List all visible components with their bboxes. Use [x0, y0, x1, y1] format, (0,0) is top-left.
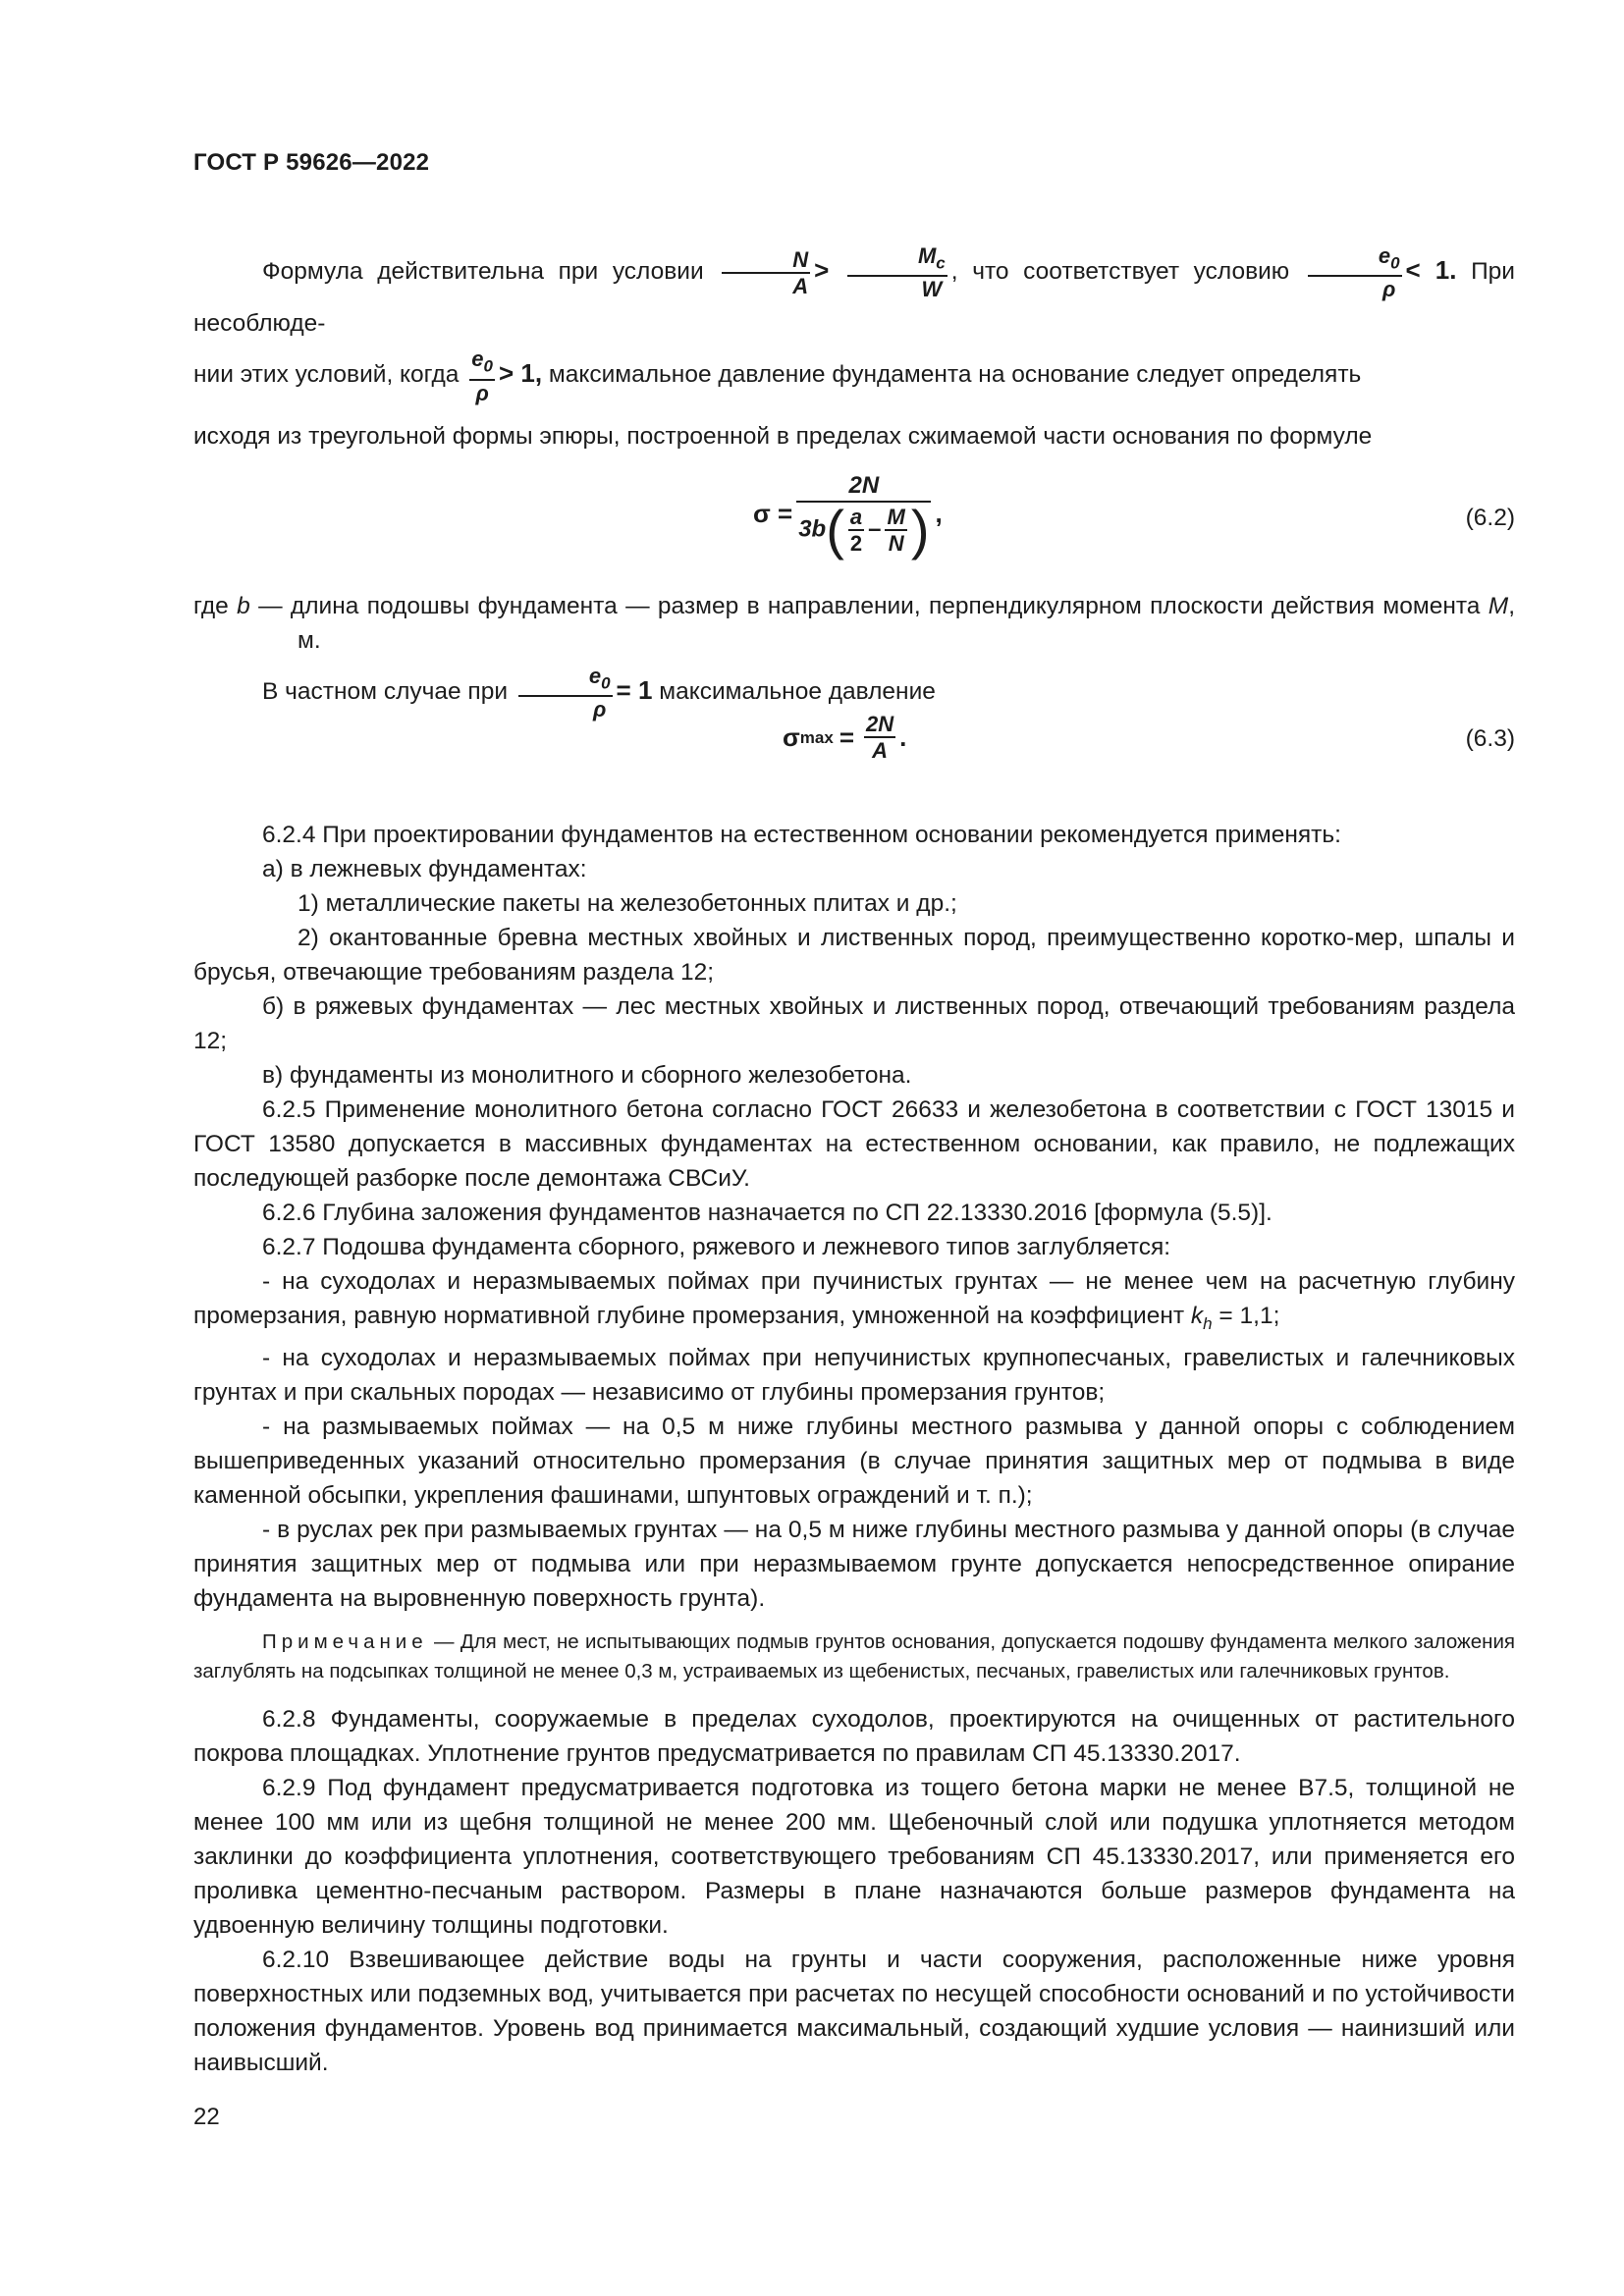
intro-line-1: Формула действительна при условии $\frac{N}{A}$ > $\frac{M_c}{W}$ , что соответствует условию $\frac{e_0}{\rho}$ < 1. При несоблюде- — [193, 243, 1515, 338]
page-content — [193, 243, 1515, 2080]
note-label: Примечание — [262, 1630, 428, 1654]
intro-line-3: исходя из треугольной формы эпюры, построенной в пределах сжимаемой части основания по формуле — [193, 422, 1373, 450]
page-number: 22 — [193, 2104, 220, 2130]
list-item-a1: 1) металлические пакеты на железобетонных плитах и др.; — [298, 890, 957, 918]
dash-item-2: - на суходолах и неразмываемых поймах при непучинистых крупнопесчаных, гравелистых и галечниковых грунтах и при скальных породах — независимо от глубины промерзания грунтов; — [193, 1345, 1515, 1407]
fraction-mc-over-w: $\frac{M_c}{W}$ — [847, 243, 947, 301]
para-6-2-7: 6.2.7 Подошва фундамента сборного, ряжевого и лежневого типов заглубляется: — [262, 1234, 1171, 1261]
fraction-e0-over-rho: $\frac{e_0}{\rho}$ — [1308, 243, 1402, 301]
fraction-n-over-a: $\frac{N}{A}$ — [722, 247, 810, 298]
formula-6-3: σ max = $\frac{2N}{A}$ . (6.3) — [783, 712, 1515, 764]
document-header: ГОСТ Р 59626—2022 — [193, 149, 430, 176]
special-case-line: В частном случае при $\frac{e_0}{\rho}$ = 1 максимальное давление — [262, 663, 936, 722]
list-item-a: а) в лежневых фундаментах: — [262, 856, 587, 883]
para-6-2-6: 6.2.6 Глубина заложения фундаментов назначается по СП 22.13330.2016 [формула (5.5)]. — [262, 1200, 1272, 1227]
formula-6-2: σ = 2N 3b( $\frac{a}{2}$ – $\frac{M}{N}$ ) , (6.2) — [753, 471, 1515, 561]
para-6-2-10: 6.2.10 Взвешивающее действие воды на грунты и части сооружения, расположенные ниже уровня поверхностных или подземных вод, учитывается при расчетах по несущей способности оснований и по устойчивости положения фундаментов. Уровень вод принимается максимальный, создающий худшие условия — наинизший или наивысший. — [193, 1947, 1515, 2077]
equation-number-6-2: (6.2) — [1465, 504, 1515, 531]
fraction-e0-over-rho-3: $\frac{e_0}{\rho}$ — [518, 664, 613, 721]
fraction-formula-6-2: 2N 3b( $\frac{a}{2}$ – $\frac{M}{N}$ ) — [798, 471, 930, 561]
para-6-2-5: 6.2.5 Применение монолитного бетона согласно ГОСТ 26633 и железобетона в соответствии с ГОСТ 13015 и ГОСТ 13580 допускается в массивных фундаментах на естественном основании, как правило, не подлежащих последующей разборке после демонтажа СВСиУ. — [193, 1096, 1515, 1193]
list-item-b: б) в ряжевых фундаментах — лес местных хвойных и лиственных пород, отвечающий требованиям раздела 12; — [193, 993, 1515, 1055]
note: Примечание — Для мест, не испытывающих подмыв грунтов основания, допускается подошву фундамента мелкого заложения заглублять на подсыпках толщиной не менее 0,3 м, устраиваемых из щебенистых, песчаных, гравелистых или галечниковых грунтов. — [193, 1630, 1515, 1683]
para-6-2-8: 6.2.8 Фундаменты, сооружаемые в пределах суходолов, проектируются на очищенных от растительного покрова площадках. Уплотнение грунтов предусматривается по правилам СП 45.13330.2017. — [193, 1706, 1515, 1768]
intro-line-2: нии этих условий, когда $\frac{e_0}{\rho}$ > 1, максимальное давление фундамента на основание следует определять — [193, 347, 1362, 405]
equation-number-6-3: (6.3) — [1465, 725, 1515, 753]
dash-item-4: - в руслах рек при размываемых грунтах — на 0,5 м ниже глубины местного размыва у данной опоры (в случае принятия защитных мер от подмыва или при неразмываемом грунте допускается непосредственное опирание фундамента на выровненную поверхность грунта). — [193, 1517, 1515, 1613]
para-6-2-4: 6.2.4 При проектировании фундаментов на естественном основании рекомендуется применять: — [262, 822, 1341, 849]
fraction-2n-over-a: $\frac{2N}{A}$ — [866, 712, 894, 764]
list-item-a2: 2) окантованные бревна местных хвойных и лиственных пород, преимущественно коротко-мер, шпалы и брусья, отвечающие требованиям раздела 12; — [193, 925, 1515, 987]
dash-item-1: - на суходолах и неразмываемых поймах при пучинистых грунтах — не менее чем на расчетную глубину промерзания, равную нормативной глубине промерзания, умноженной на коэффициент $k_h = 1,1$; — [193, 1268, 1515, 1334]
dash-item-3: - на размываемых поймах — на 0,5 м ниже глубины местного размыва у данной опоры с соблюдением вышеприведенных указаний относительно промерзания (в случае принятия защитных мер от подмыва в виде каменной обсыпки, укрепления фашинами, шпунтовых ограждений и т. п.); — [193, 1414, 1515, 1510]
para-6-2-9: 6.2.9 Под фундамент предусматривается подготовка из тощего бетона марки не менее В7.5, толщиной не менее 100 мм или из щебня толщиной не менее 200 мм. Щебеночный слой или подушка уплотняется методом заклинки до коэффициента уплотнения, соответствующего требованиям СП 45.13330.2017, или применяется его проливка цементно-песчаным раствором. Размеры в плане назначаются больше размеров фундамента на удвоенную величину толщины подготовки. — [193, 1775, 1515, 1940]
list-item-v: в) фундаменты из монолитного и сборного железобетона. — [262, 1062, 912, 1090]
fraction-e0-over-rho-2: $\frac{e_0}{\rho}$ — [471, 347, 493, 405]
where-definition: где b — длина подошвы фундамента — размер в направлении, перпендикулярном плоскости действия момента M, м. — [193, 592, 1516, 654]
